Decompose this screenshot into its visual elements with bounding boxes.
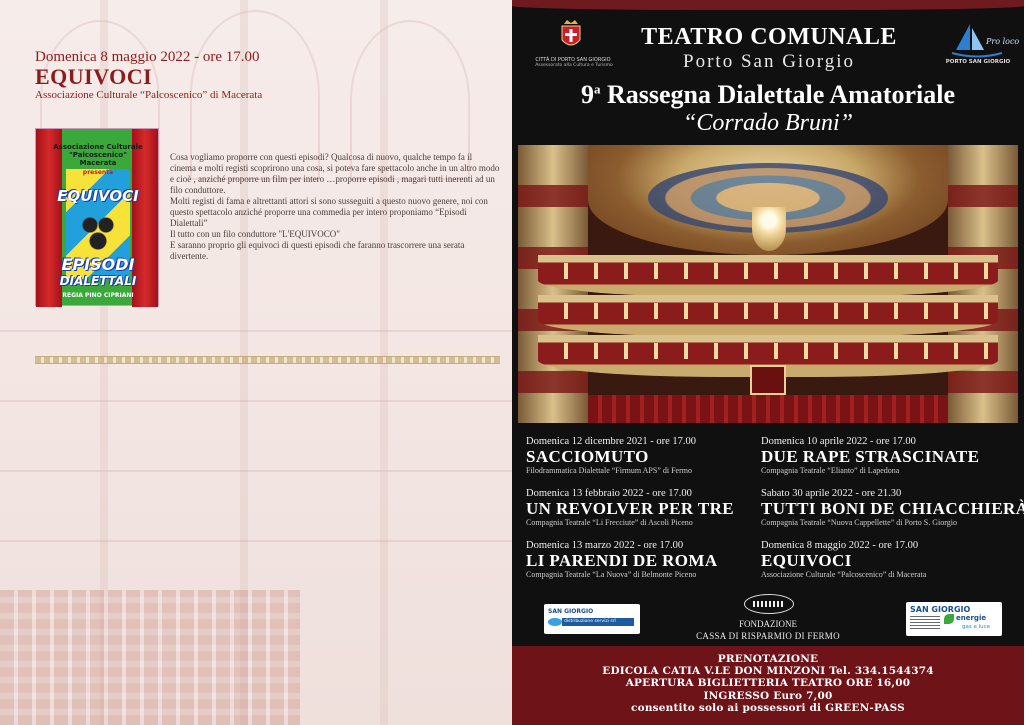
top-banner xyxy=(512,0,1024,10)
event-date: Domenica 13 marzo 2022 - ore 17.00 xyxy=(526,540,684,551)
sponsor-tagline: distribuzione servizi srl xyxy=(562,618,634,626)
description-paragraph: E saranno proprio gli equivoci di questi episodi che faranno trascorrere una serata divertente. xyxy=(170,240,465,261)
event-date: Domenica 10 aprile 2022 - ore 17.00 xyxy=(761,436,916,447)
balcony-tier xyxy=(538,255,998,297)
event-title: LI PARENDI DE ROMA xyxy=(526,551,718,570)
event-company: Compagnia Teatrale “Elianto” di Lapedona xyxy=(761,466,900,475)
event-title: UN REVOLVER PER TRE xyxy=(526,499,734,518)
theatre-interior-photo xyxy=(518,145,1018,423)
booking-price: INGRESSO Euro 7,00 xyxy=(703,690,833,702)
sponsor-name: SAN GIORGIO xyxy=(548,608,594,615)
proloco-mark: Pro loco xyxy=(986,37,1020,46)
event-company: Compagnia Teatrale “La Nuova” di Belmonte Piceno xyxy=(526,570,697,579)
sponsor-tagline: gas e luce xyxy=(962,624,991,630)
balcony-tier xyxy=(538,295,998,337)
festival-title xyxy=(512,80,1024,110)
event-company: Compagnia Teatrale “Li Frecciute” di Ascoli Piceno xyxy=(526,518,693,527)
poster-line: presenta xyxy=(82,169,114,176)
festival-name: Rassegna Dialettale Amatoriale xyxy=(600,80,956,109)
booking-banner xyxy=(512,646,1024,725)
event-date: Sabato 30 aprile 2022 - ore 21.30 xyxy=(761,488,902,499)
ornamental-divider xyxy=(35,356,500,364)
faces-icon xyxy=(78,211,118,251)
poster-title: EQUIVOCI xyxy=(57,187,139,205)
city-crest-icon xyxy=(560,18,582,52)
booking-heading: PRENOTAZIONE xyxy=(717,653,819,665)
poster-line: Macerata xyxy=(79,159,117,167)
poster-subtitle: EPISODI xyxy=(61,255,135,274)
event-title: DUE RAPE STRASCINATE xyxy=(761,447,980,466)
event-list xyxy=(526,436,1028,586)
festival-ordinal: a xyxy=(593,81,601,97)
background-seats xyxy=(0,590,300,725)
swoosh-icon xyxy=(548,618,562,626)
description-paragraph: Molti registi di fama e altrettanti attori si sono susseguiti a questo nuovo genere, noi con questo spettacolo anziché proporre una commedia per intero proponiamo “Episodi Dialettali” xyxy=(170,196,488,228)
booking-requirement: consentito solo ai possessori di GREEN-PASS xyxy=(631,702,905,714)
sponsor-fineprint xyxy=(910,616,940,630)
event-company: Associazione Culturale “Palcoscenico” di Macerata xyxy=(35,89,263,101)
booking-hours: APERTURA BIGLIETTERIA TEATRO ORE 16,00 xyxy=(625,677,911,689)
background-balcony-line xyxy=(0,400,512,402)
event-title: SACCIOMUTO xyxy=(526,447,649,466)
poster-line: "Palcoscenico" xyxy=(69,151,127,159)
sponsor-san-giorgio-servizi xyxy=(544,604,640,634)
event-title: EQUIVOCI xyxy=(761,551,852,570)
show-poster xyxy=(35,128,159,306)
fondazione-seal-icon xyxy=(744,594,794,614)
proloco-caption: PORTO SAN GIORGIO xyxy=(945,59,1011,65)
leaf-icon xyxy=(944,614,954,624)
sponsor-fondazione: FONDAZIONE xyxy=(739,619,797,629)
event-item xyxy=(761,436,1001,476)
description-paragraph: Il tutto con un filo conduttore "L'EQUIVOCO" xyxy=(170,229,340,239)
sponsor-brand: energie xyxy=(956,614,987,622)
event-item xyxy=(526,540,766,580)
event-date: Domenica 8 maggio 2022 - ore 17.00 xyxy=(35,49,260,65)
poster-director: REGIA PINO CIPRIANI xyxy=(62,292,134,299)
event-company: Compagnia Teatrale “Nuova Cappellette” di Porto S. Giorgio xyxy=(761,518,957,527)
theatre-stalls xyxy=(588,395,948,423)
theatre-title: TEATRO COMUNALE xyxy=(641,24,897,50)
event-date: Domenica 13 febbraio 2022 - ore 17.00 xyxy=(526,488,692,499)
event-company: Associazione Culturale “Palcoscenico” di Macerata xyxy=(761,570,927,579)
event-title: TUTTI BONI DE CHIACCHIERÀ xyxy=(761,499,1028,518)
booking-location: EDICOLA CATIA V.LE DON MINZONI Tel. 334.1544374 xyxy=(602,665,934,677)
background-balcony-line xyxy=(0,540,512,542)
sponsor-fondazione-name: CASSA DI RISPARMIO DI FERMO xyxy=(696,631,840,641)
festival-number: 9 xyxy=(580,80,594,109)
chandelier-icon xyxy=(752,207,786,251)
poster-line: Associazione Culturale xyxy=(53,143,143,151)
sponsor-san-giorgio-energie xyxy=(906,602,1002,636)
royal-box xyxy=(750,365,786,395)
poster-subtitle: DIALETTALI xyxy=(59,274,137,288)
description-paragraph: Cosa vogliamo proporre con questi episodi? Qualcosa di nuovo, qualche tempo fa il cinema e molti registi scoprirono una cosa, si poteva fare spettacolo anche in un altro modo e cioè , anziché proporre un film per intero …proporre episodi , magari tutti inerenti ad un filo conduttore. xyxy=(170,152,500,195)
event-date: Domenica 8 maggio 2022 - ore 17.00 xyxy=(761,540,919,551)
event-item xyxy=(761,540,1001,580)
event-item xyxy=(526,436,766,476)
left-panel xyxy=(0,0,512,725)
sponsor-name: SAN GIORGIO xyxy=(910,605,971,614)
background-balcony-line xyxy=(0,470,512,472)
event-item xyxy=(526,488,766,528)
right-panel xyxy=(512,0,1028,725)
event-item xyxy=(761,488,1028,528)
event-title: EQUIVOCI xyxy=(35,64,153,89)
event-company: Filodrammatica Dialettale “Firmum APS” di Fermo xyxy=(526,466,692,475)
background-balcony-line xyxy=(0,330,512,332)
event-date: Domenica 12 dicembre 2021 - ore 17.00 xyxy=(526,436,696,447)
theatre-city: Porto San Giorgio xyxy=(683,51,855,72)
crest-caption: CITTÀ DI PORTO SAN GIORGIO xyxy=(535,57,611,63)
festival-subtitle: “Corrado Bruni” xyxy=(682,110,854,136)
crest-caption: Assessorato alla Cultura e Turismo xyxy=(535,63,613,68)
show-description xyxy=(170,152,500,262)
